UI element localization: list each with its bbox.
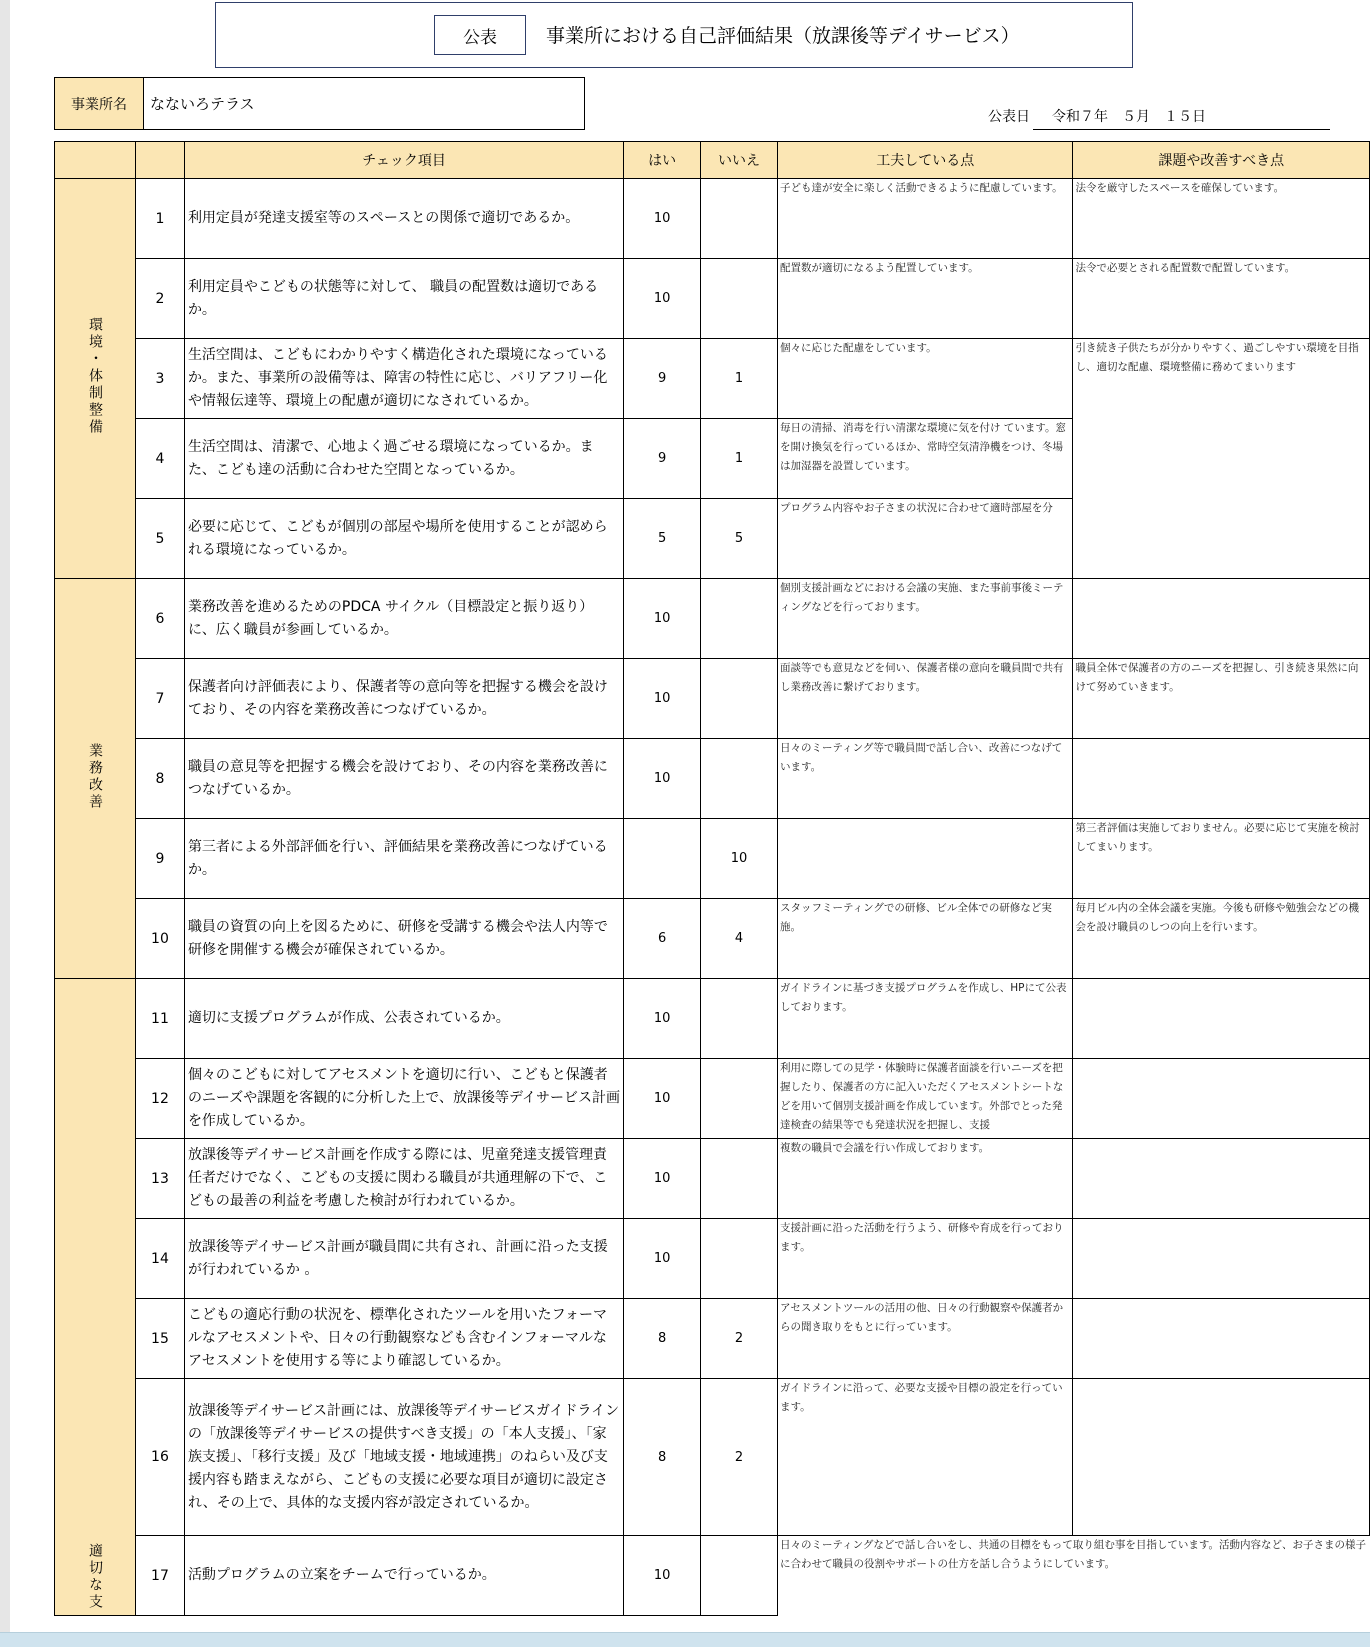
no-count: 10 bbox=[701, 819, 778, 899]
table-row bbox=[55, 1379, 1370, 1536]
check-item: 第三者による外部評価を行い、評価結果を業務改善につなげているか。 bbox=[184, 819, 623, 899]
effort-note: 日々のミーティングなどで話し合いをし、共通の目標をもって取り組む事を目指しています。活動内容など、お子さまの様子に合わせて職員の役割やサポートの仕方を話し合うようにしています。 bbox=[777, 1536, 1369, 1616]
table-row bbox=[55, 1139, 1370, 1219]
check-item: 放課後等デイサービス計画が職員間に共有され、計画に沿った支援が行われているか 。 bbox=[184, 1219, 623, 1299]
row-number: 5 bbox=[136, 499, 185, 579]
table-row bbox=[55, 259, 1370, 339]
no-count bbox=[701, 739, 778, 819]
effort-note: 利用に際しての見学・体験時に保護者面談を行いニーズを把握したり、保護者の方に記入いただくアセスメントシートなどを用いて個別支援計画を作成しています。外部でとった発達検査の結果等でも発達状況を把握し、支援 bbox=[777, 1059, 1073, 1139]
row-number: 12 bbox=[136, 1059, 185, 1139]
no-count bbox=[701, 979, 778, 1059]
issue-note bbox=[1073, 1379, 1370, 1536]
check-item: 業務改善を進めるためのPDCA サイクル（目標設定と振り返り）に、広く職員が参画しているか。 bbox=[184, 579, 623, 659]
no-count bbox=[701, 179, 778, 259]
document-title: 事業所における自己評価結果（放課後等デイサービス） bbox=[546, 25, 1020, 47]
check-item: 放課後等デイサービス計画を作成する際には、児童発達支援管理責任者だけでなく、こどもの支援に関わる職員が共通理解の下で、こどもの最善の利益を考慮した検討が行われているか。 bbox=[184, 1139, 623, 1219]
window-left-edge bbox=[0, 0, 10, 1646]
issue-note: 法令を厳守したスペースを確保しています。 bbox=[1073, 179, 1370, 259]
row-number: 6 bbox=[136, 579, 185, 659]
effort-note: 複数の職員で会議を行い作成しております。 bbox=[777, 1139, 1073, 1219]
row-number: 15 bbox=[136, 1299, 185, 1379]
issue-note: 職員全体で保護者の方のニーズを把握し、引き続き果然に向けて努めていきます。 bbox=[1073, 659, 1370, 739]
yes-count: 8 bbox=[624, 1379, 701, 1536]
issue-note: 毎月ビル内の全体会議を実施。今後も研修や勉強会などの機会を設け職員のしつの向上を行います。 bbox=[1073, 899, 1370, 979]
yes-count: 5 bbox=[624, 499, 701, 579]
no-count bbox=[701, 579, 778, 659]
office-name-label: 事業所名 bbox=[55, 78, 144, 129]
check-item: 生活空間は、清潔で、心地よく過ごせる環境になっているか。また、こども達の活動に合わせた空間となっているか。 bbox=[184, 419, 623, 499]
row-number: 13 bbox=[136, 1139, 185, 1219]
header-effort: 工夫している点 bbox=[777, 142, 1073, 179]
no-count bbox=[701, 1139, 778, 1219]
header-number bbox=[136, 142, 185, 179]
table-row bbox=[55, 899, 1370, 979]
header-category bbox=[55, 142, 136, 179]
yes-count: 10 bbox=[624, 739, 701, 819]
category-environment: 環境・体制整備 bbox=[55, 179, 136, 579]
check-item: こどもの適応行動の状況を、標準化されたツールを用いたフォーマルなアセスメントや、日々の行動観察なども含むインフォーマルなアセスメントを使用する等により確認しているか。 bbox=[184, 1299, 623, 1379]
effort-note: 個々に応じた配慮をしています。 bbox=[777, 339, 1073, 419]
office-name-box bbox=[54, 77, 585, 130]
check-item: 個々のこどもに対してアセスメントを適切に行い、こどもと保護者のニーズや課題を客観的に分析した上で、放課後等デイサービス計画を作成しているか。 bbox=[184, 1059, 623, 1139]
row-number: 2 bbox=[136, 259, 185, 339]
issue-note bbox=[1073, 1059, 1370, 1139]
row-number: 11 bbox=[136, 979, 185, 1059]
issue-note bbox=[1073, 1139, 1370, 1219]
row-number: 7 bbox=[136, 659, 185, 739]
table-row bbox=[55, 1299, 1370, 1379]
publication-date-label: 公表日 bbox=[988, 109, 1030, 125]
row-number: 1 bbox=[136, 179, 185, 259]
check-item: 職員の資質の向上を図るために、研修を受講する機会や法人内等で研修を開催する機会が確保されているか。 bbox=[184, 899, 623, 979]
row-number: 16 bbox=[136, 1379, 185, 1536]
window-bottom-bar bbox=[0, 1632, 1370, 1647]
no-count: 1 bbox=[701, 339, 778, 419]
row-number: 9 bbox=[136, 819, 185, 899]
yes-count: 9 bbox=[624, 419, 701, 499]
table-row bbox=[55, 659, 1370, 739]
category-business-improvement: 業務改善 bbox=[55, 579, 136, 979]
publication-date-value: 令和７年 ５月 １５日 bbox=[1052, 109, 1206, 125]
effort-note: ガイドラインに基づき支援プログラムを作成し、HPにて公表しております。 bbox=[777, 979, 1073, 1059]
no-count: 1 bbox=[701, 419, 778, 499]
header-issues: 課題や改善すべき点 bbox=[1073, 142, 1370, 179]
yes-count: 9 bbox=[624, 339, 701, 419]
check-item: 放課後等デイサービス計画には、放課後等デイサービスガイドラインの「放課後等デイサービスの提供すべき支援」の「本人支援」、「家族支援」、「移行支援」及び「地域支援・地域連携」のねらい及び支援内容も踏まえながら、こどもの支援に必要な項目が適切に設定され、その上で、具体的な支援内容が設定されているか。 bbox=[184, 1379, 623, 1536]
publication-date-underline bbox=[1033, 129, 1330, 130]
issue-note: 引き続き子供たちが分かりやすく、過ごしやすい環境を目指し、適切な配慮、環境整備に務めてまいります bbox=[1073, 339, 1370, 579]
header-check-item: チェック項目 bbox=[184, 142, 623, 179]
table-row bbox=[55, 179, 1370, 259]
table-row bbox=[55, 339, 1370, 419]
no-count bbox=[701, 259, 778, 339]
yes-count: 10 bbox=[624, 1219, 701, 1299]
no-count bbox=[701, 1219, 778, 1299]
issue-note bbox=[1073, 1299, 1370, 1379]
row-number: 3 bbox=[136, 339, 185, 419]
header-no: いいえ bbox=[701, 142, 778, 179]
issue-note bbox=[1073, 1219, 1370, 1299]
issue-note: 第三者評価は実施しておりません。必要に応じて実施を検討してまいります。 bbox=[1073, 819, 1370, 899]
effort-note: 毎日の清掃、消毒を行い清潔な環境に気を付け ています。窓を開け換気を行っているほか、常時空気清浄機をつけ、冬場は加湿器を設置しています。 bbox=[777, 419, 1073, 499]
check-item: 保護者向け評価表により、保護者等の意向等を把握する機会を設けており、その内容を業務改善につなげているか。 bbox=[184, 659, 623, 739]
table-row bbox=[55, 819, 1370, 899]
yes-count: 10 bbox=[624, 1059, 701, 1139]
no-count: 2 bbox=[701, 1379, 778, 1536]
yes-count: 10 bbox=[624, 179, 701, 259]
no-count: 4 bbox=[701, 899, 778, 979]
issue-note bbox=[1073, 739, 1370, 819]
yes-count: 10 bbox=[624, 259, 701, 339]
self-evaluation-table bbox=[54, 141, 1370, 1616]
no-count bbox=[701, 1536, 778, 1616]
effort-note bbox=[777, 819, 1073, 899]
office-name-value: なないろテラス bbox=[150, 95, 255, 113]
table-row bbox=[55, 1536, 1370, 1616]
table-row bbox=[55, 579, 1370, 659]
effort-note: プログラム内容やお子さまの状況に合わせて適時部屋を分 bbox=[777, 499, 1073, 579]
yes-count: 10 bbox=[624, 659, 701, 739]
table-row bbox=[55, 1059, 1370, 1139]
title-box bbox=[215, 2, 1133, 68]
yes-count: 8 bbox=[624, 1299, 701, 1379]
row-number: 8 bbox=[136, 739, 185, 819]
no-count bbox=[701, 659, 778, 739]
effort-note: 配置数が適切になるよう配置しています。 bbox=[777, 259, 1073, 339]
effort-note: 面談等でも意見などを伺い、保護者様の意向を職員間で共有し業務改善に繋げております。 bbox=[777, 659, 1073, 739]
effort-note: 子ども達が安全に楽しく活動できるように配慮しています。 bbox=[777, 179, 1073, 259]
check-item: 利用定員やこどもの状態等に対して、 職員の配置数は適切であるか。 bbox=[184, 259, 623, 339]
check-item: 適切に支援プログラムが作成、公表されているか。 bbox=[184, 979, 623, 1059]
yes-count: 6 bbox=[624, 899, 701, 979]
check-item: 職員の意見等を把握する機会を設けており、その内容を業務改善につなげているか。 bbox=[184, 739, 623, 819]
public-tag: 公表 bbox=[434, 15, 526, 55]
no-count: 2 bbox=[701, 1299, 778, 1379]
issue-note bbox=[1073, 979, 1370, 1059]
check-item: 利用定員が発達支援室等のスペースとの関係で適切であるか。 bbox=[184, 179, 623, 259]
issue-note bbox=[1073, 579, 1370, 659]
category-appropriate-support: 適切な支 bbox=[55, 979, 136, 1616]
no-count: 5 bbox=[701, 499, 778, 579]
effort-note: 個別支援計画などにおける会議の実施、また事前事後ミーティングなどを行っております。 bbox=[777, 579, 1073, 659]
table-row bbox=[55, 979, 1370, 1059]
effort-note: スタッフミーティングでの研修、ビル全体での研修など実施。 bbox=[777, 899, 1073, 979]
yes-count: 10 bbox=[624, 579, 701, 659]
check-item: 必要に応じて、こどもが個別の部屋や場所を使用することが認められる環境になっているか。 bbox=[184, 499, 623, 579]
table-row bbox=[55, 739, 1370, 819]
effort-note: アセスメントツールの活用の他、日々の行動観察や保護者からの聞き取りをもとに行っています。 bbox=[777, 1299, 1073, 1379]
effort-note: ガイドラインに沿って、必要な支援や目標の設定を行っています。 bbox=[777, 1379, 1073, 1536]
yes-count: 10 bbox=[624, 979, 701, 1059]
row-number: 17 bbox=[136, 1536, 185, 1616]
effort-note: 日々のミーティング等で職員間で話し合い、改善につなげています。 bbox=[777, 739, 1073, 819]
yes-count bbox=[624, 819, 701, 899]
no-count bbox=[701, 1059, 778, 1139]
row-number: 4 bbox=[136, 419, 185, 499]
table-header-row bbox=[55, 142, 1370, 179]
row-number: 14 bbox=[136, 1219, 185, 1299]
table-row bbox=[55, 1219, 1370, 1299]
header-yes: はい bbox=[624, 142, 701, 179]
check-item: 活動プログラムの立案をチームで行っているか。 bbox=[184, 1536, 623, 1616]
yes-count: 10 bbox=[624, 1536, 701, 1616]
check-item: 生活空間は、こどもにわかりやすく構造化された環境になっているか。また、事業所の設備等は、障害の特性に応じ、バリアフリー化や情報伝達等、環境上の配慮が適切になされているか。 bbox=[184, 339, 623, 419]
yes-count: 10 bbox=[624, 1139, 701, 1219]
row-number: 10 bbox=[136, 899, 185, 979]
issue-note: 法令で必要とされる配置数で配置しています。 bbox=[1073, 259, 1370, 339]
effort-note: 支援計画に沿った活動を行うよう、研修や育成を行っております。 bbox=[777, 1219, 1073, 1299]
